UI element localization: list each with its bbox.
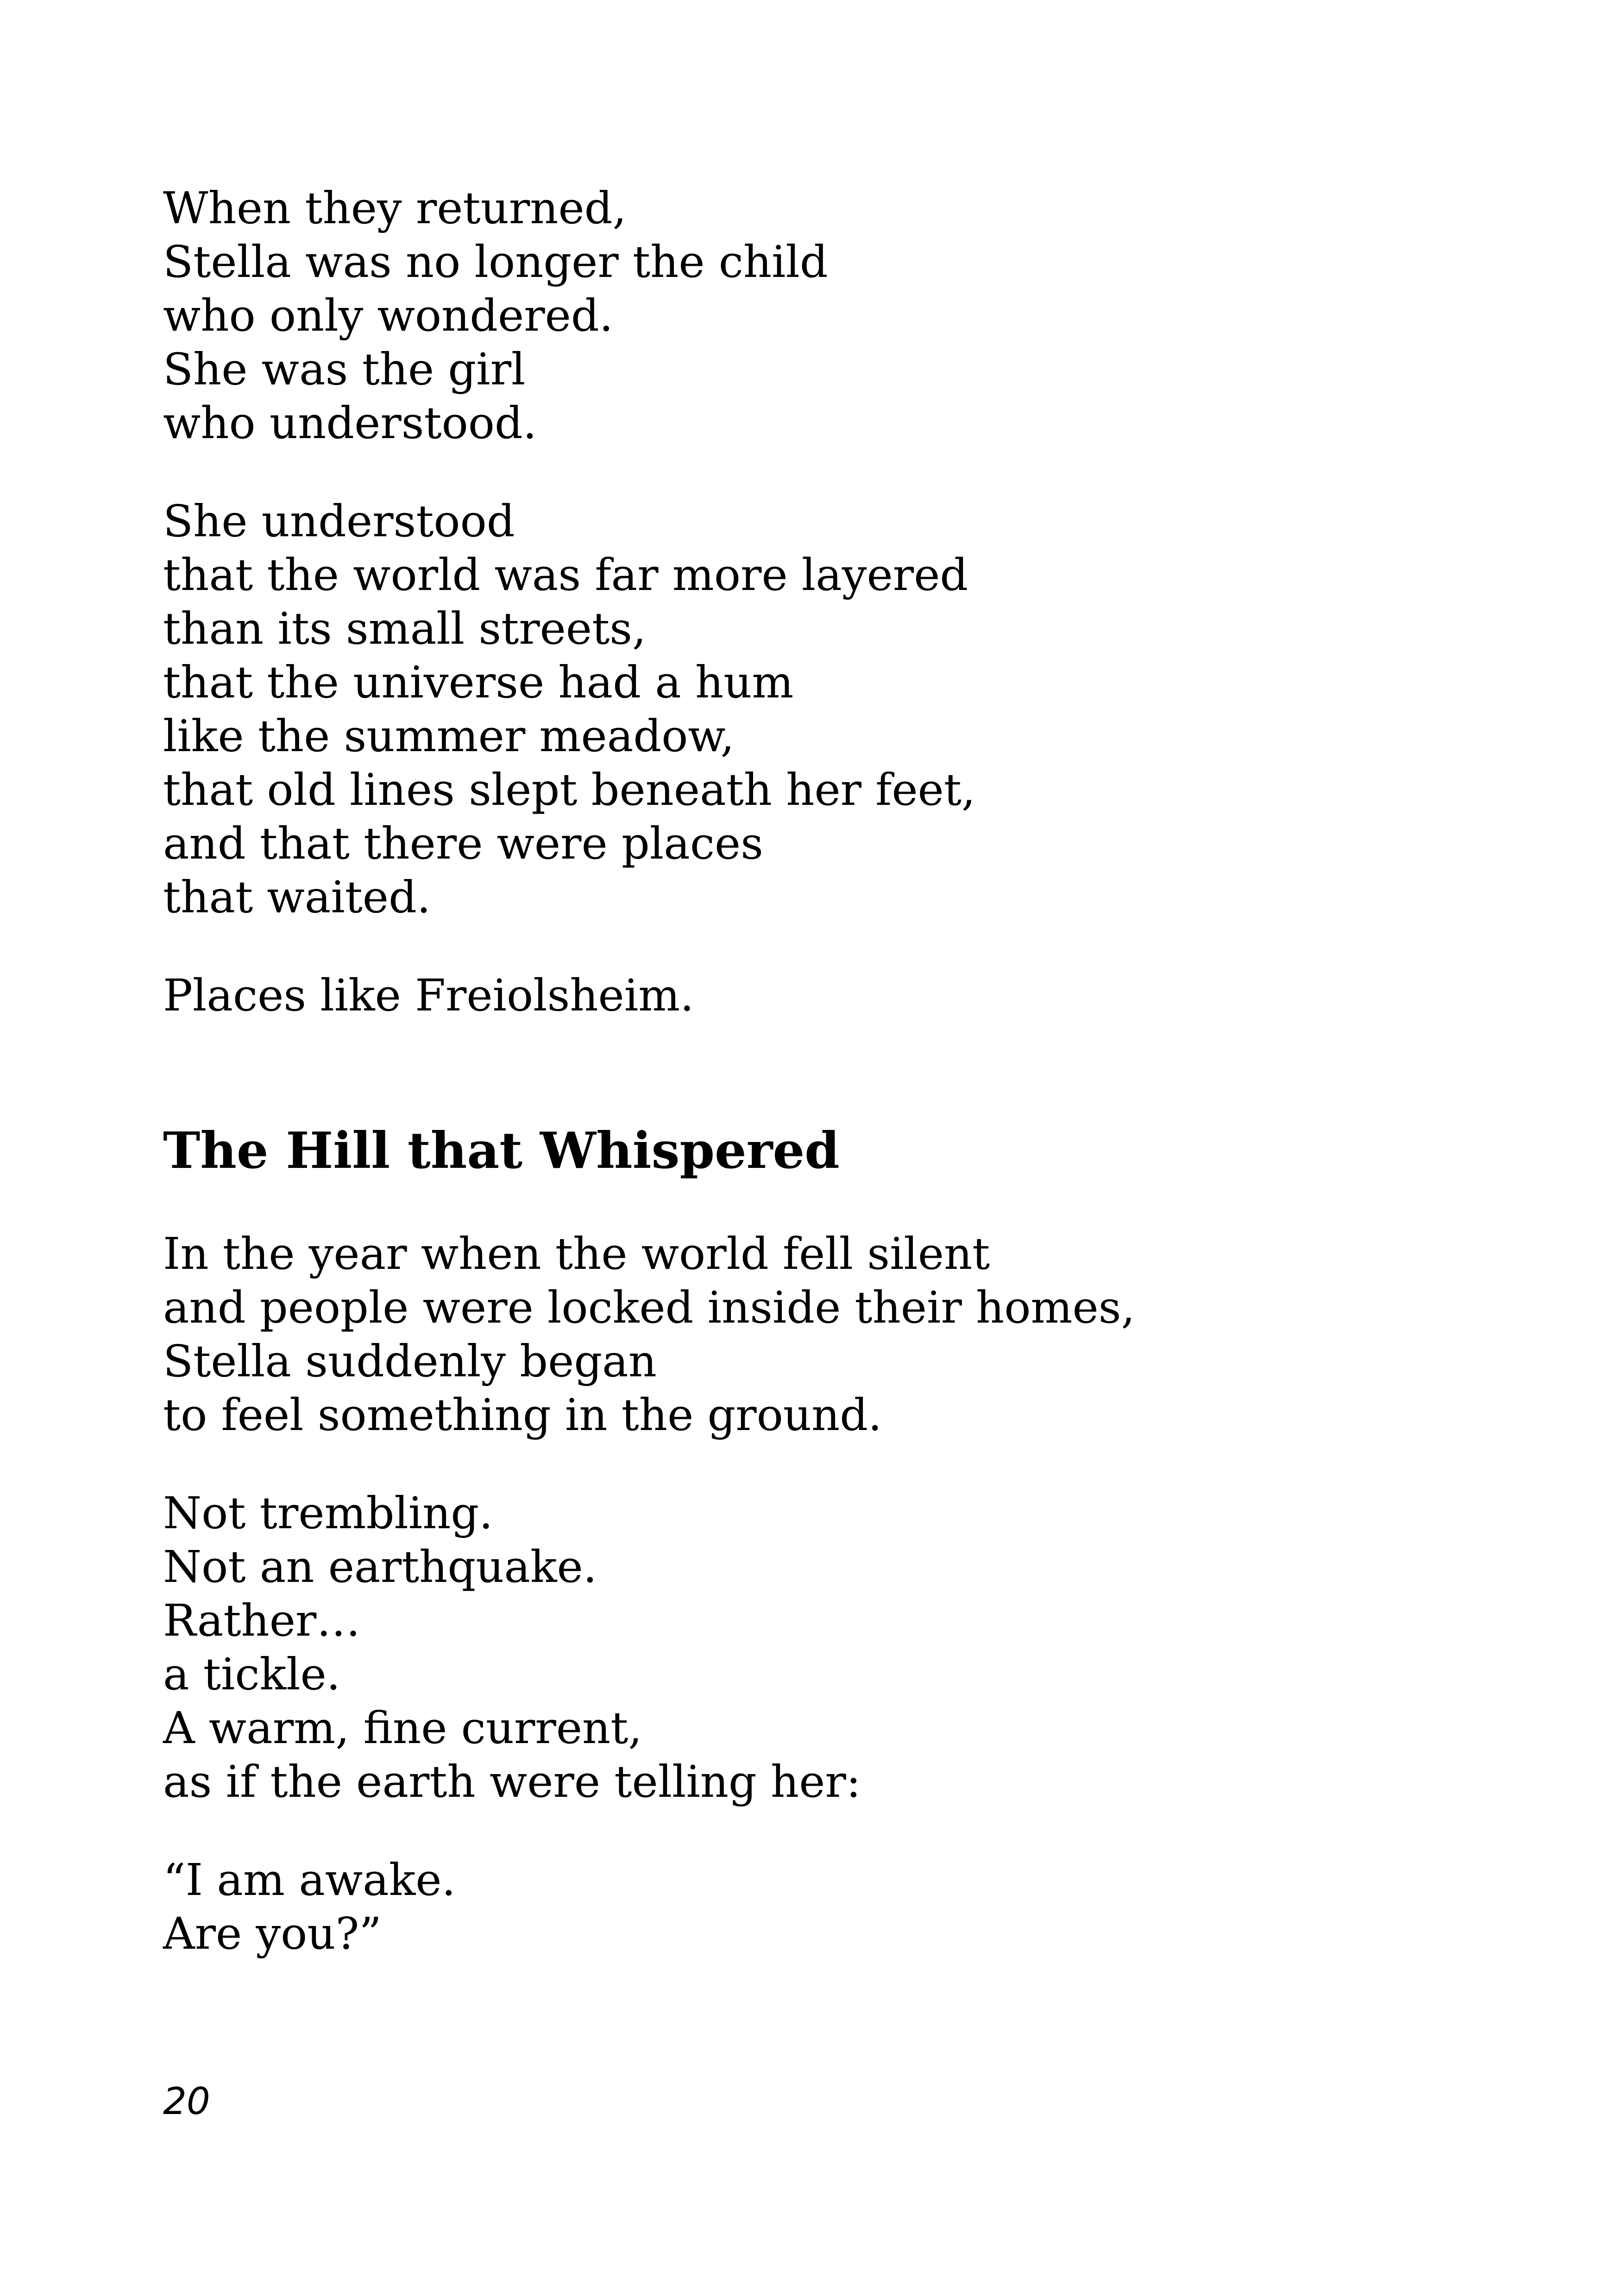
stanza-line: that the universe had a hum xyxy=(163,657,794,708)
stanza-returned xyxy=(163,182,1506,450)
stanza-line: as if the earth were telling her: xyxy=(163,1757,861,1807)
stanza-line: In the year when the world fell silent xyxy=(163,1229,990,1280)
stanza-line: She was the girl xyxy=(163,344,526,395)
stanza-line: like the summer meadow, xyxy=(163,711,735,762)
stanza-line: Stella was no longer the child xyxy=(163,237,828,288)
page-content xyxy=(163,182,1506,1961)
section-heading: The Hill that Whispered xyxy=(163,1122,840,1180)
stanza-understood xyxy=(163,495,1506,924)
stanza-line: Places like Freiolsheim. xyxy=(163,970,694,1021)
stanza-line: “I am awake. xyxy=(163,1855,456,1906)
stanza-line: Not an earthquake. xyxy=(163,1542,597,1593)
stanza-line: who understood. xyxy=(163,398,537,449)
stanza-line: that waited. xyxy=(163,872,431,923)
stanza-line: than its small streets, xyxy=(163,603,647,654)
stanza-line: Not trembling. xyxy=(163,1488,493,1539)
stanza-line: Rather… xyxy=(163,1595,361,1646)
stanza-line: who only wondered. xyxy=(163,290,613,341)
stanza-line: She understood xyxy=(163,496,515,547)
stanza-line: a tickle. xyxy=(163,1649,340,1700)
stanza-line: that the world was far more layered xyxy=(163,550,968,601)
stanza-line: to feel something in the ground. xyxy=(163,1390,882,1441)
stanza-freiolsheim xyxy=(163,969,1506,1023)
stanza-line: and that there were places xyxy=(163,818,763,869)
stanza-line: Stella suddenly began xyxy=(163,1336,657,1387)
stanza-line: Are you?” xyxy=(163,1908,382,1959)
stanza-awake xyxy=(163,1853,1506,1961)
stanza-line: and people were locked inside their homes, xyxy=(163,1282,1135,1333)
stanza-line: When they returned, xyxy=(163,183,627,234)
stanza-silent-year xyxy=(163,1227,1506,1442)
stanza-tickle xyxy=(163,1487,1506,1809)
stanza-line: that old lines slept beneath her feet, xyxy=(163,765,976,816)
page-number: 20 xyxy=(163,2080,210,2123)
stanza-line: A warm, fine current, xyxy=(163,1703,642,1754)
